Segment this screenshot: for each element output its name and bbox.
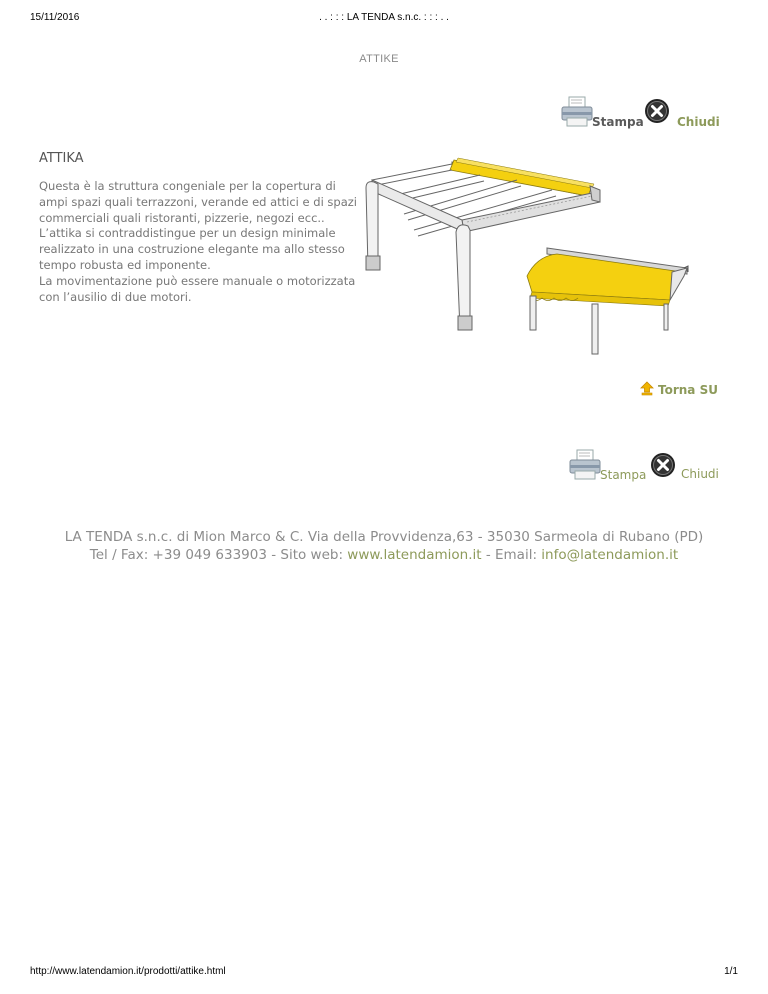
footer-address: LA TENDA s.n.c. di Mion Marco & C. Via della Provvidenza,63 - 35030 Sarmeola di Rubano (PD) [64, 529, 704, 545]
description-line: Questa è la struttura congeniale per la copertura di [39, 179, 336, 193]
print-label: Stampa [600, 468, 647, 482]
website-link[interactable]: www.latendamion.it [347, 547, 482, 563]
description-line: tempo robusta ed imponente. [39, 257, 211, 272]
footer-contacts [0, 546, 768, 564]
email-link[interactable]: info@latendamion.it [541, 547, 679, 563]
description-line: ampi spazi quali terrazzoni, verande ed attici e di spazi [39, 194, 357, 209]
close-label: Chiudi [677, 115, 720, 129]
footer [0, 528, 768, 564]
print-label: Stampa [592, 115, 644, 129]
page-heading: ATTIKE [359, 53, 399, 65]
back-to-top-label: Torna SU [658, 383, 718, 397]
description-line: con l’ausilio di due motori. [39, 289, 192, 304]
window-title: . . : : : LA TENDA s.n.c. : : : . . [319, 12, 449, 23]
footer-phone: Tel / Fax: +39 049 633903 - Sito web: [89, 547, 348, 563]
description-line: La movimentazione può essere manuale o motorizzata [39, 273, 356, 288]
product-description [39, 179, 359, 305]
arrow-up-icon [640, 381, 654, 400]
print-url: http://www.latendamion.it/prodotti/attike.html [30, 966, 226, 977]
close-label: Chiudi [681, 467, 719, 481]
printer-icon [568, 449, 602, 485]
footer-separator: - Email: [481, 547, 542, 563]
print-date: 15/11/2016 [30, 12, 80, 23]
product-image [352, 150, 702, 364]
printer-icon [560, 96, 594, 132]
close-icon [650, 452, 676, 482]
product-title: ATTIKA [39, 151, 84, 166]
description-line: realizzato in una costruzione elegante ma allo stesso [39, 242, 345, 257]
page-count: 1/1 [724, 966, 738, 977]
description-line: L’attika si contraddistingue per un design minimale [39, 226, 336, 241]
description-line: commerciali quali ristoranti, pizzerie, negozi ecc.. [39, 210, 325, 225]
close-icon [644, 98, 670, 128]
